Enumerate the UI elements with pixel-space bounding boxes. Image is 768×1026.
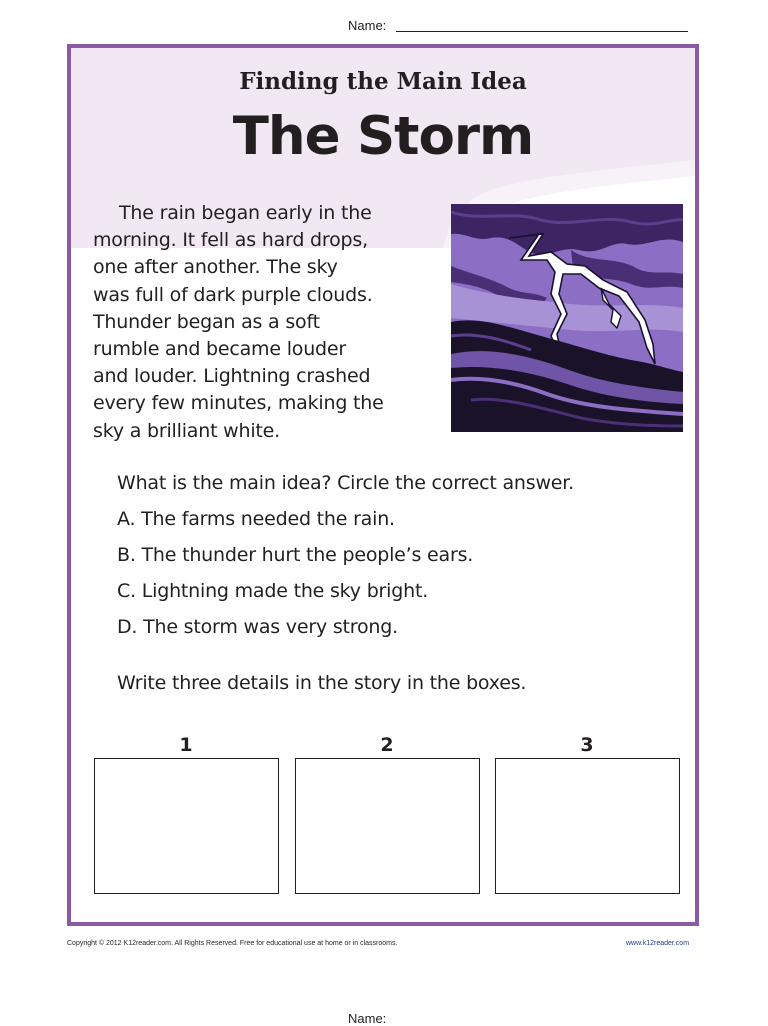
story-line: every few minutes, making the	[93, 392, 384, 415]
story-line: Thunder began as a soft	[93, 310, 320, 333]
detail-box-3[interactable]	[495, 758, 680, 894]
name-label: Name:	[348, 18, 387, 33]
answer-option-c[interactable]: C. Lightning made the sky bright.	[117, 580, 429, 602]
main-idea-question: What is the main idea? Circle the correct answer.	[117, 472, 575, 494]
worksheet-subtitle: Finding the Main Idea	[239, 68, 527, 95]
story-line: The rain began early in the	[119, 202, 372, 224]
name-field-label	[348, 18, 688, 33]
website-link[interactable]: www.k12reader.com	[626, 940, 690, 947]
story-paragraph	[93, 200, 433, 445]
lightning-storm-illustration	[451, 204, 683, 432]
story-line: rumble and became louder	[93, 338, 346, 361]
answer-option-a[interactable]: A. The farms needed the rain.	[117, 508, 395, 530]
worksheet-frame	[67, 44, 699, 926]
detail-box-number-3: 3	[580, 734, 594, 756]
story-line: one after another. The sky	[93, 256, 338, 279]
copyright-notice: Copyright © 2012 K12reader.com. All Rights Reserved. Free for educational use at home or in classrooms.	[67, 940, 398, 947]
story-line: and louder. Lightning crashed	[93, 365, 371, 388]
name-blank-line[interactable]	[396, 31, 688, 32]
detail-box-number-1: 1	[179, 734, 193, 756]
next-page-name-label: Name:	[348, 1011, 387, 1026]
answer-option-d[interactable]: D. The storm was very strong.	[117, 616, 398, 638]
story-line: sky a brilliant white.	[93, 419, 280, 442]
detail-box-1[interactable]	[94, 758, 279, 894]
detail-box-number-2: 2	[380, 734, 394, 756]
details-instruction: Write three details in the story in the boxes.	[117, 672, 527, 694]
worksheet-title: The Storm	[232, 106, 534, 167]
detail-box-2[interactable]	[295, 758, 480, 894]
answer-option-b[interactable]: B. The thunder hurt the people’s ears.	[117, 544, 474, 566]
story-line: was full of dark purple clouds.	[93, 283, 373, 306]
story-line: morning. It fell as hard drops,	[93, 229, 368, 252]
